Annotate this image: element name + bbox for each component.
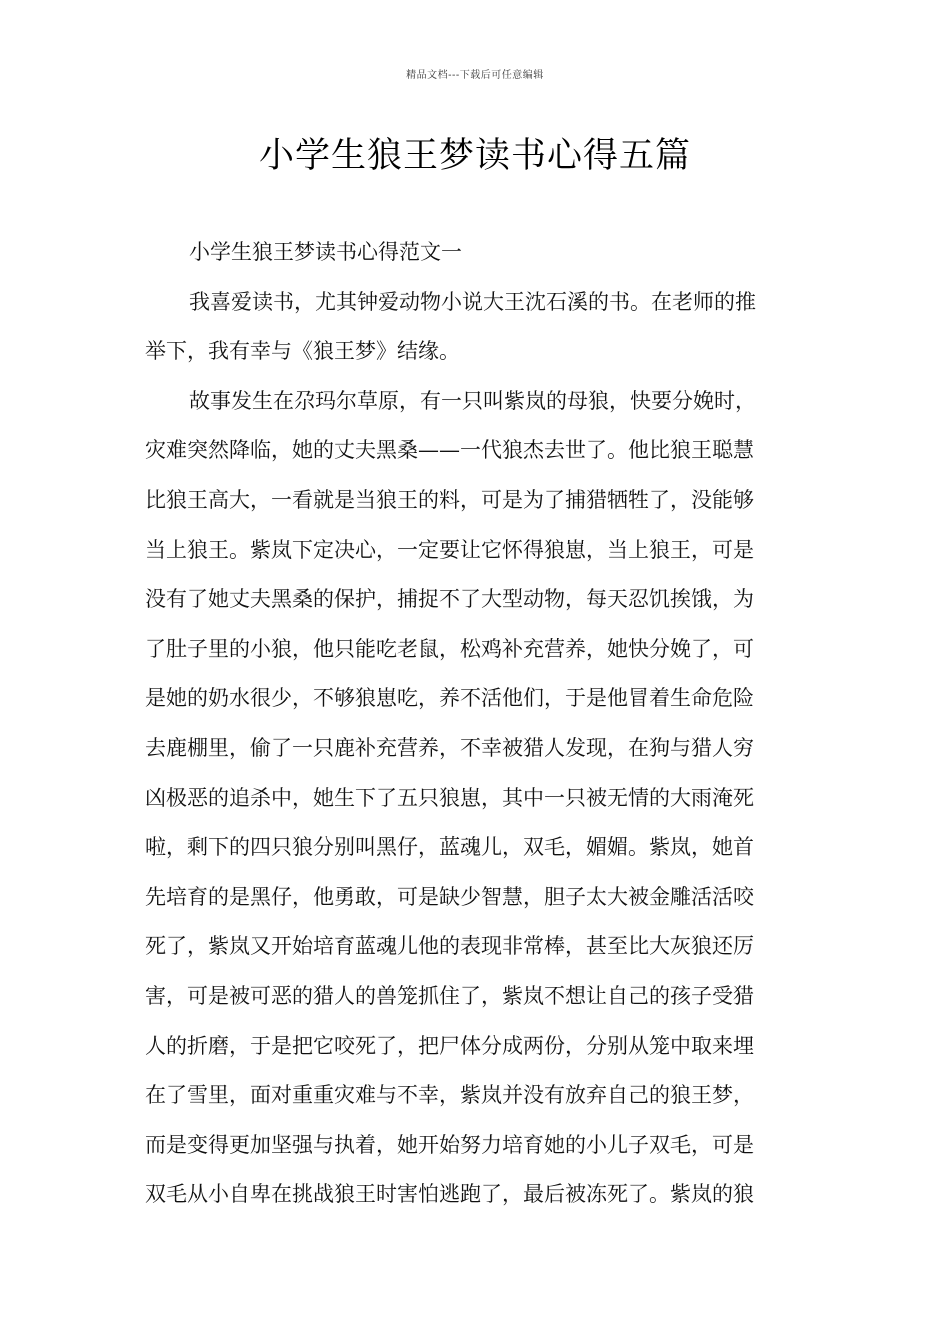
paragraph-line: 当上狼王。紫岚下定决心，一定要让它怀得狼崽，当上狼王，可是 [145, 537, 754, 562]
paragraph-line: 去鹿棚里，偷了一只鹿补充营养，不幸被猎人发现，在狗与猎人穷 [145, 735, 754, 760]
paragraph-line: 在了雪里，面对重重灾难与不幸，紫岚并没有放弃自己的狼王梦， [145, 1083, 754, 1108]
page-title: 小学生狼王梦读书心得五篇 [258, 136, 691, 176]
paragraph-line: 故事发生在尕玛尔草原，有一只叫紫岚的母狼，快要分娩时， [189, 388, 756, 413]
document-body [145, 228, 805, 1220]
paragraph-line: 啦，剩下的四只狼分别叫黑仔，蓝魂儿，双毛，媚媚。紫岚，她首 [145, 835, 754, 860]
paragraph-line: 我喜爱读书，尤其钟爱动物小说大王沈石溪的书。在老师的推 [189, 289, 756, 314]
paragraph-line: 害，可是被可恶的猎人的兽笼抓住了，紫岚不想让自己的孩子受猎 [145, 983, 754, 1008]
header-note: 精品文档---下载后可任意编辑 [406, 70, 544, 81]
paragraph-line: 而是变得更加坚强与执着，她开始努力培育她的小儿子双毛，可是 [145, 1132, 754, 1157]
paragraph-line: 没有了她丈夫黑桑的保护，捕捉不了大型动物，每天忍饥挨饿，为 [145, 587, 754, 612]
paragraph-line: 是她的奶水很少，不够狼崽吃，养不活他们，于是他冒着生命危险 [145, 686, 754, 711]
paragraph-line: 死了，紫岚又开始培育蓝魂儿他的表现非常棒，甚至比大灰狼还厉 [145, 934, 754, 959]
section-heading: 小学生狼王梦读书心得范文一 [189, 240, 462, 264]
paragraph-line: 凶极恶的追杀中，她生下了五只狼崽，其中一只被无情的大雨淹死 [145, 785, 754, 810]
paragraph-line: 举下，我有幸与《狼王梦》结缘。 [145, 339, 460, 364]
paragraph-line: 了肚子里的小狼，他只能吃老鼠，松鸡补充营养，她快分娩了，可 [145, 636, 754, 661]
paragraph-line: 人的折磨，于是把它咬死了，把尸体分成两份，分别从笼中取来埋 [145, 1033, 754, 1058]
paragraph-line: 先培育的是黑仔，他勇敢，可是缺少智慧，胆子太大被金雕活活咬 [145, 884, 754, 909]
paragraph-line: 比狼王高大，一看就是当狼王的料，可是为了捕猎牺牲了，没能够 [145, 487, 754, 512]
paragraph-line: 灾难突然降临，她的丈夫黑桑——一代狼杰去世了。他比狼王聪慧 [145, 438, 754, 463]
paragraph-line: 双毛从小自卑在挑战狼王时害怕逃跑了，最后被冻死了。紫岚的狼 [145, 1182, 754, 1207]
